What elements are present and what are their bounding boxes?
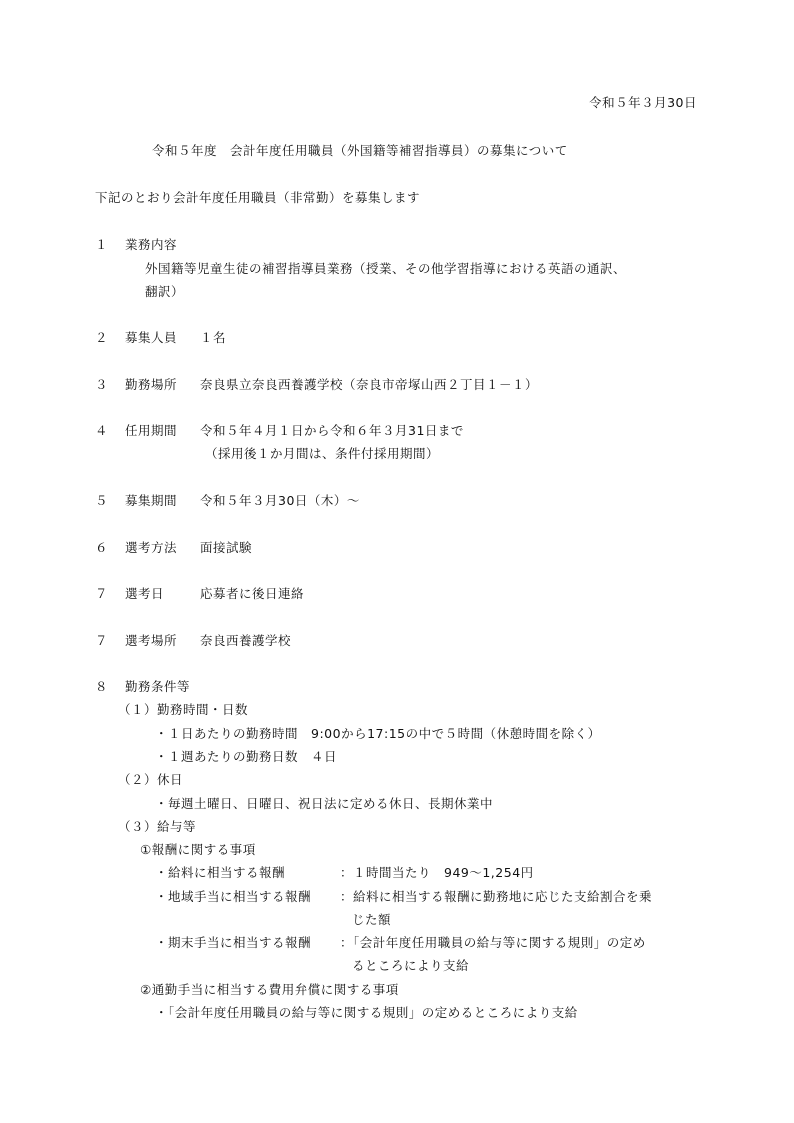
list-item-label: ・地域手当に相当する報酬 xyxy=(155,889,312,904)
document-title: 令和５年度 会計年度任用職員（外国籍等補習指導員）の募集について xyxy=(152,143,568,158)
section-number: ７ xyxy=(95,586,109,601)
section-note: （採用後１か月間は、条件付採用期間） xyxy=(205,446,440,461)
section-value: １名 xyxy=(200,330,227,345)
section-number: ５ xyxy=(95,493,109,508)
list-item-label: ・期末手当に相当する報酬 xyxy=(155,935,312,950)
section-text: 外国籍等児童生徒の補習指導員業務（授業、その他学習指導における英語の通訳、 xyxy=(145,261,627,276)
item-heading: ①報酬に関する事項 xyxy=(140,842,256,857)
section-value: 面接試験 xyxy=(200,540,253,555)
list-item-value: るところにより支給 xyxy=(352,958,470,973)
list-item-label: ・給料に相当する報酬 xyxy=(155,865,286,880)
section-heading: 勤務場所 xyxy=(125,377,178,392)
section-number: １ xyxy=(95,237,109,252)
list-item-value: ：１時間当たり 949～1,254円 xyxy=(340,865,534,880)
section-number: ７ xyxy=(95,633,109,648)
list-item-value: ：給料に相当する報酬に勤務地に応じた支給割合を乗 xyxy=(340,889,653,904)
section-heading: 選考日 xyxy=(125,586,165,601)
section-number: ８ xyxy=(95,679,109,694)
subsection-heading: （２）休日 xyxy=(118,772,184,787)
section-heading: 選考方法 xyxy=(125,540,178,555)
section-text: 翻訳） xyxy=(145,284,185,299)
section-value: 令和５年３月30日（木）～ xyxy=(200,493,360,508)
section-heading: 選考場所 xyxy=(125,633,178,648)
list-item: ・「会計年度任用職員の給与等に関する規則」の定めるところにより支給 xyxy=(155,1005,578,1020)
subsection-heading: （１）勤務時間・日数 xyxy=(118,702,249,717)
intro-text: 下記のとおり会計年度任用職員（非常勤）を募集します xyxy=(95,190,421,205)
section-heading: 任用期間 xyxy=(125,423,178,438)
section-number: ３ xyxy=(95,377,109,392)
section-number: ６ xyxy=(95,540,109,555)
section-number: ４ xyxy=(95,423,109,438)
document-date: 令和５年３月30日 xyxy=(589,95,697,110)
list-item-value: ：「会計年度任用職員の給与等に関する規則」の定め xyxy=(340,935,646,950)
section-heading: 募集人員 xyxy=(125,330,178,345)
subsection-heading: （３）給与等 xyxy=(118,819,197,834)
list-item: ・１週あたりの勤務日数 ４日 xyxy=(155,749,338,764)
section-value: 奈良県立奈良西養護学校（奈良市帝塚山西２丁目１－１） xyxy=(200,377,539,392)
list-item-value: じた額 xyxy=(352,912,392,927)
item-heading: ②通勤手当に相当する費用弁償に関する事項 xyxy=(140,982,399,997)
section-heading: 勤務条件等 xyxy=(125,679,191,694)
list-item: ・毎週土曜日、日曜日、祝日法に定める休日、長期休業中 xyxy=(155,796,494,811)
section-value: 令和５年４月１日から令和６年３月31日まで xyxy=(200,423,464,438)
section-heading: 募集期間 xyxy=(125,493,178,508)
section-value: 奈良西養護学校 xyxy=(200,633,292,648)
section-heading: 業務内容 xyxy=(125,237,178,252)
section-value: 応募者に後日連絡 xyxy=(200,586,305,601)
section-number: ２ xyxy=(95,330,109,345)
list-item: ・１日あたりの勤務時間 9:00から17:15の中で５時間（休憩時間を除く） xyxy=(155,726,601,741)
